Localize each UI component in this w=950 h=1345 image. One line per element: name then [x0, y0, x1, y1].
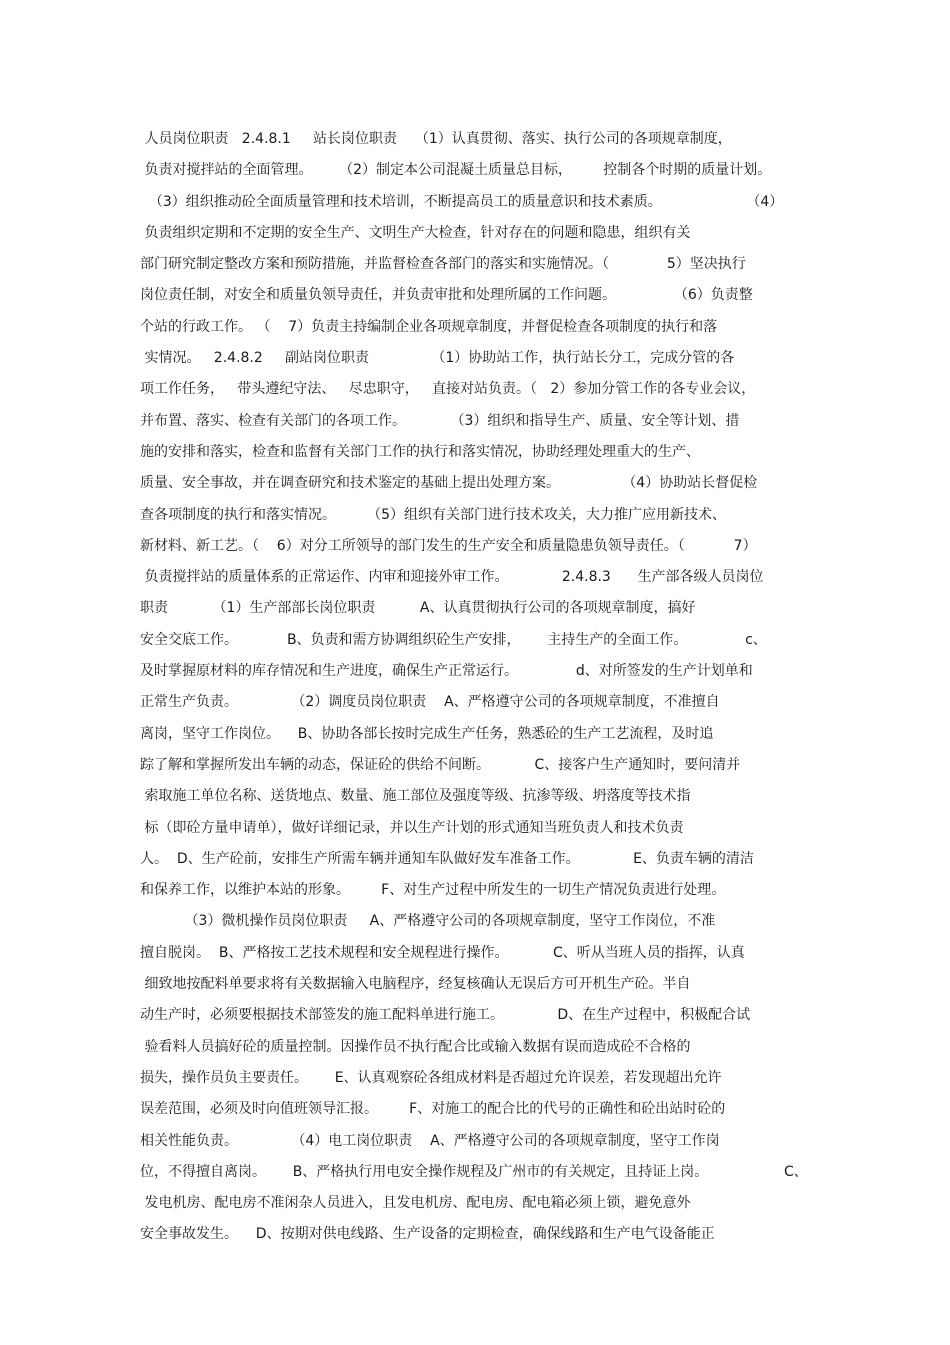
text-line: 及时掌握原材料的库存情况和生产进度，确保生产正常运行。 d、对所签发的生产计划单和: [140, 663, 753, 680]
text-line: 施的安排和落实，检查和监督有关部门工作的执行和落实情况，协助经理处理重大的生产、: [140, 443, 700, 460]
text-line: 负责对搅拌站的全面管理。 （2）制定本公司混凝土质量总目标， 控制各个时期的质量计划。: [140, 162, 772, 179]
text-line: 安全事故发生。 D、按期对供电线路、生产设备的定期检查，确保线路和生产电气设备能正: [140, 1226, 715, 1243]
text-line: 相关性能负责。 （4）电工岗位职责 A、严格遵守公司的各项规章制度，坚守工作岗: [140, 1132, 720, 1149]
text-line: 安全交底工作。 B、负责和需方协调组织砼生产安排， 主持生产的全面工作。 c、: [140, 631, 767, 648]
text-line: 个站的行政工作。 （ 7）负责主持编制企业各项规章制度，并督促检查各项制度的执行和落: [140, 318, 718, 335]
text-line: 损失，操作员负主要责任。 E、认真观察砼各组成材料是否超过允许误差，若发现超出允许: [140, 1069, 722, 1086]
text-line: 标（即砼方量申请单），做好详细记录，并以生产计划的形式通知当班负责人和技术负责: [140, 819, 684, 836]
text-line: 项工作任务， 带头遵纪守法、 尽忠职守， 直接对站负责。（ 2）参加分管工作的各专业会议，: [140, 381, 756, 398]
text-line: 质量、安全事故，并在调查研究和技术鉴定的基础上提出处理方案。 （4）协助站长督促检: [140, 475, 758, 492]
text-line: 职责 （1）生产部部长岗位职责 A、认真贯彻执行公司的各项规章制度，搞好: [140, 600, 696, 617]
text-line: （3）组织推动砼全面质量管理和技术培训，不断提高员工的质量意识和技术素质。 （4）: [140, 193, 784, 210]
text-line: 踪了解和掌握所发出车辆的动态，保证砼的供给不间断。 C、接客户生产通知时，要问清并: [140, 756, 741, 773]
text-line: 验看料人员搞好砼的质量控制。因操作员不执行配合比或输入数据有误而造成砼不合格的: [140, 1038, 691, 1055]
text-line: 误差范围，必须及时向值班领导汇报。 F、对施工的配合比的代号的正确性和砼出站时砼的: [140, 1101, 726, 1118]
text-line: 位，不得擅自离岗。 B、严格执行用电安全操作规程及广州市的有关规定，且持证上岗。 C、: [140, 1163, 808, 1180]
text-line: 和保养工作，以维护本站的形象。 F、对生产过程中所发生的一切生产情况负责进行处理。: [140, 882, 726, 899]
text-line: 人员岗位职责 2.4.8.1 站长岗位职责 （1）认真贯彻、落实、执行公司的各项规章制度，: [140, 131, 732, 147]
text-line: 新材料、新工艺。（ 6）对分工所领导的部门发生的生产安全和质量隐患负领导责任。（ 7）: [140, 537, 757, 554]
text-line: 岗位责任制，对安全和质量负领导责任，并负责审批和处理所属的工作问题。 （6）负责整: [140, 287, 753, 304]
text-line: 人。 D、生产砼前，安排生产所需车辆并通知车队做好发车准备工作。 E、负责车辆的清洁: [140, 850, 754, 867]
text-line: 细致地按配料单要求将有关数据输入电脑程序，经复核确认无误后方可开机生产砼。半自: [140, 976, 691, 993]
text-line: （3）微机操作员岗位职责 A、严格遵守公司的各项规章制度，坚守工作岗位，不准: [140, 913, 716, 930]
text-line: 索取施工单位名称、送货地点、数量、施工部位及强度等级、抗渗等级、坍落度等技术指: [140, 788, 691, 805]
text-line: 正常生产负责。 （2）调度员岗位职责 A、严格遵守公司的各项规章制度，不准擅自: [140, 694, 720, 711]
text-line: 动生产时，必须要根据技术部签发的施工配料单进行施工。 D、在生产过程中，积极配合试: [140, 1007, 751, 1024]
text-line: 发电机房、配电房不准闲杂人员进入，且发电机房、配电房、配电箱必须上锁，避免意外: [140, 1195, 691, 1212]
text-line: 查各项制度的执行和落实情况。 （5）组织有关部门进行技术攻关，大力推广应用新技术、: [140, 506, 727, 523]
text-line: 实情况。 2.4.8.2 副站岗位职责 （1）协助站工作，执行站长分工，完成分管的各: [140, 350, 735, 367]
text-line: 负责搅拌站的质量体系的正常运作、内审和迎接外审工作。 2.4.8.3 生产部各级人员岗位: [140, 569, 764, 586]
text-line: 部门研究制定整改方案和预防措施，并监督检查各部门的落实和实施情况。（ 5）坚决执行: [140, 256, 746, 273]
text-line: 负责组织定期和不定期的安全生产、文明生产大检查，针对存在的问题和隐患，组织有关: [140, 224, 691, 241]
text-line: 离岗，坚守工作岗位。 B、协助各部长按时完成生产任务，熟悉砼的生产工艺流程，及时追: [140, 725, 714, 742]
text-line: 擅自脱岗。 B、严格按工艺技术规程和安全规程进行操作。 C、听从当班人员的指挥，认真: [140, 944, 745, 961]
body-text: [140, 124, 812, 1251]
text-line: 并布置、落实、检查有关部门的各项工作。 （3）组织和指导生产、质量、安全等计划、措: [140, 412, 740, 429]
